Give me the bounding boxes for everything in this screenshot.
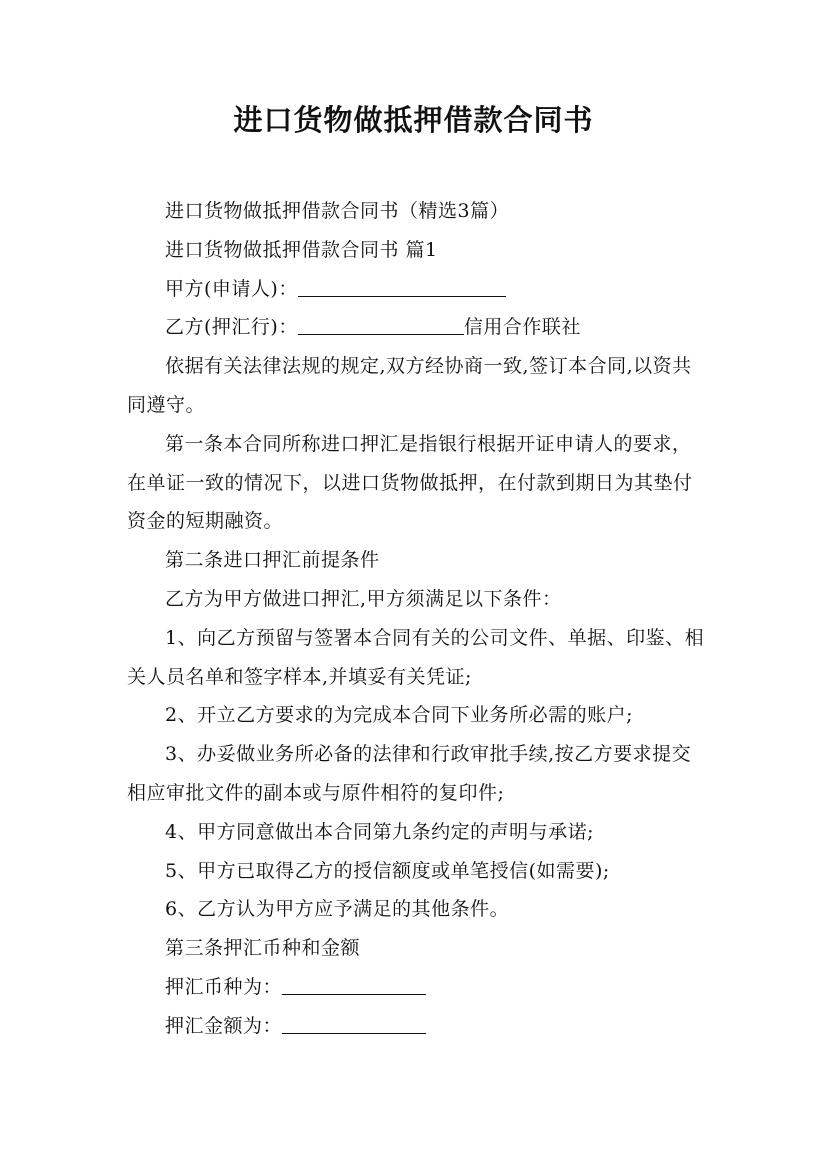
condition-1: 1、向乙方预留与签署本合同有关的公司文件、单据、印鉴、相关人员名单和签字样本,并填妥有关凭证; <box>127 626 705 688</box>
currency-line <box>127 968 705 1007</box>
clause-2-heading: 第二条进口押汇前提条件 <box>165 549 380 572</box>
clause-2-intro: 乙方为甲方做进口押汇,甲方须满足以下条件： <box>165 587 562 610</box>
amount-line <box>127 1007 705 1046</box>
party-a-label: 甲方(申请人)： <box>165 277 298 300</box>
amount-blank <box>282 1013 426 1034</box>
party-a-blank <box>298 276 506 297</box>
article-heading: 进口货物做抵押借款合同书 篇1 <box>165 238 438 261</box>
condition-2: 2、开立乙方要求的为完成本合同下业务所必需的账户; <box>165 704 633 727</box>
party-b-suffix: 信用合作联社 <box>463 316 581 339</box>
intro-paragraph: 依据有关法律法规的规定,双方经协商一致,签订本合同,以资共同遵守。 <box>127 355 692 416</box>
condition-6: 6、乙方认为甲方应予满足的其他条件。 <box>165 898 510 921</box>
amount-label: 押汇金额为： <box>165 1014 283 1037</box>
document-body <box>127 192 705 1046</box>
document-subtitle: 进口货物做抵押借款合同书（精选3篇） <box>165 200 510 222</box>
condition-3: 3、办妥做业务所必备的法律和行政审批手续,按乙方要求提交相应审批文件的副本或与原件相符的复印件; <box>127 743 692 804</box>
currency-blank <box>282 974 426 995</box>
condition-5: 5、甲方已取得乙方的授信额度或单笔授信(如需要); <box>165 859 610 882</box>
party-b-line <box>127 308 705 347</box>
party-b-label: 乙方(押汇行)： <box>165 316 298 339</box>
party-a-line <box>127 270 705 309</box>
document-title: 进口货物做抵押借款合同书 <box>233 103 594 137</box>
clause-3-heading: 第三条押汇币种和金额 <box>165 937 361 960</box>
party-b-blank <box>298 314 464 335</box>
condition-4: 4、甲方同意做出本合同第九条约定的声明与承诺; <box>165 820 594 843</box>
currency-label: 押汇币种为： <box>165 975 283 998</box>
clause-1-paragraph: 第一条本合同所称进口押汇是指银行根据开证申请人的要求，在单证一致的情况下，以进口货物做抵押，在付款到期日为其垫付资金的短期融资。 <box>127 432 693 533</box>
